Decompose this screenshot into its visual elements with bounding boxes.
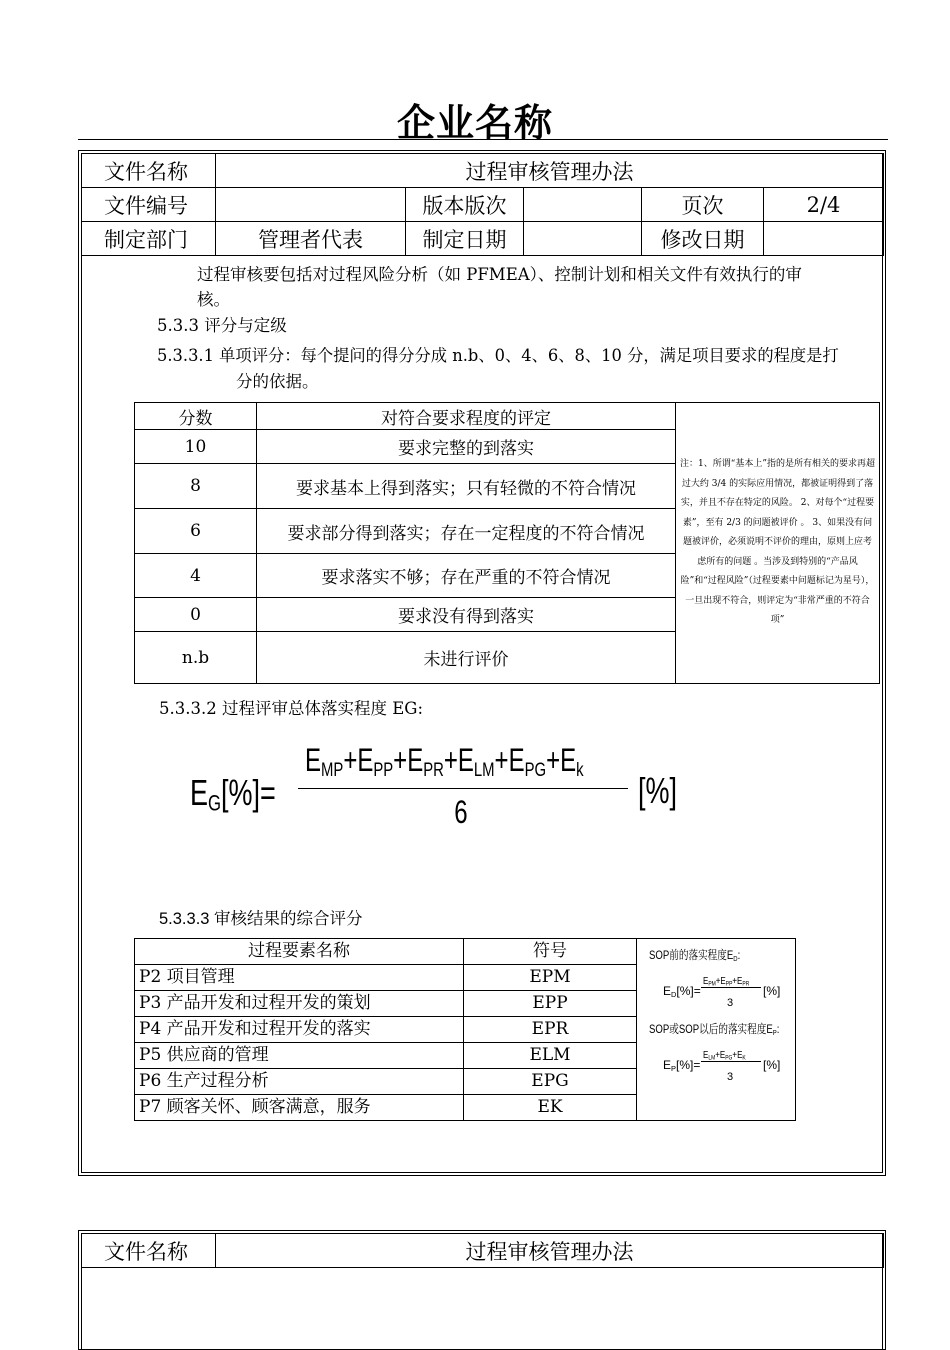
section-5-3-3-1-line-2: 分的依据。 <box>236 372 319 391</box>
page-label: 页次 <box>642 188 764 222</box>
ep-formula-rhs: [%] <box>763 1058 781 1072</box>
elem-name-cell: P6 生产过程分析 <box>135 1069 464 1095</box>
document-header-table <box>81 153 884 256</box>
next-doc-name-label: 文件名称 <box>82 1234 216 1268</box>
section-5-3-3-1-line-1: 5.3.3.1 单项评分：每个提问的得分分成 n.b、0、4、6、8、10 分，满足项目要求的程度是打 <box>157 346 839 365</box>
ep-formula-denominator: 3 <box>727 1071 734 1083</box>
intro-line-1: 过程审核要包括对过程风险分析（如 PFMEA）、控制计划和相关文件有效执行的审 <box>197 265 802 284</box>
sop-after-title: SOP或SOP以后的落实程度$E_P$: <box>649 1022 780 1037</box>
elem-name-cell: P4 产品开发和过程开发的落实 <box>135 1017 464 1043</box>
section-5-3-3-3: 5.3.3.3 审核结果的综合评分 <box>159 910 363 928</box>
date-value <box>524 222 642 256</box>
ed-formula-lhs: $E_D[\%]=$ <box>663 984 701 999</box>
doc-name-value: 过程审核管理办法 <box>216 154 884 188</box>
eval-cell: 未进行评价 <box>257 632 676 684</box>
next-doc-name-value: 过程审核管理办法 <box>216 1234 884 1268</box>
ep-formula-numerator: $E_{LM}+E_{PG}+E_K$ <box>703 1050 746 1062</box>
eval-cell: 要求完整的到落实 <box>257 430 676 464</box>
elem-sym-cell: EK <box>464 1095 637 1121</box>
score-cell: 6 <box>135 509 257 554</box>
page-value: 2/4 <box>764 188 884 222</box>
doc-no-label: 文件编号 <box>82 188 216 222</box>
score-cell: 8 <box>135 464 257 509</box>
eval-cell: 要求没有得到落实 <box>257 598 676 632</box>
ed-formula-numerator: $E_{PM}+E_{PP}+E_{PR}$ <box>703 976 750 988</box>
eval-cell: 要求基本上得到落实；只有轻微的不符合情况 <box>257 464 676 509</box>
sop-before-title: SOP前的落实程度$E_D$: <box>649 948 741 963</box>
eval-cell: 要求落实不够；存在严重的不符合情况 <box>257 554 676 598</box>
score-cell: n.b <box>135 632 257 684</box>
formula-fraction-bar <box>298 788 628 789</box>
score-header: 分数 <box>135 403 257 430</box>
ed-fraction-bar <box>701 987 761 988</box>
doc-name-label: 文件名称 <box>82 154 216 188</box>
section-5-3-3-2: 5.3.3.2 过程评审总体落实程度 EG: <box>159 699 423 718</box>
elem-name-header: 过程要素名称 <box>135 939 464 965</box>
dept-value: 管理者代表 <box>216 222 406 256</box>
formula-numerator: $E_{MP}+E_{PP}+E_{PR}+E_{LM}+E_{PG}+E_k$ <box>305 742 584 781</box>
implementation-formulas <box>637 939 796 1121</box>
eg-formula <box>190 742 690 842</box>
elem-name-cell: P7 顾客关怀、顾客满意，服务 <box>135 1095 464 1121</box>
score-cell: 10 <box>135 430 257 464</box>
formula-denominator: 6 <box>454 794 468 830</box>
elem-name-cell: P3 产品开发和过程开发的策划 <box>135 991 464 1017</box>
ed-formula-rhs: [%] <box>763 984 781 998</box>
date-label: 制定日期 <box>406 222 524 256</box>
score-cell: 4 <box>135 554 257 598</box>
doc-no-value <box>216 188 406 222</box>
title-rule <box>78 139 888 140</box>
ed-formula-denominator: 3 <box>727 997 734 1009</box>
next-page-header-table <box>81 1233 884 1268</box>
ep-formula-lhs: $E_P[\%]=$ <box>663 1058 701 1073</box>
intro-line-2: 核。 <box>197 290 230 309</box>
mod-value <box>764 222 884 256</box>
elem-sym-cell: ELM <box>464 1043 637 1069</box>
section-5-3-3: 5.3.3 评分与定级 <box>157 316 287 335</box>
eval-cell: 要求部分得到落实；存在一定程度的不符合情况 <box>257 509 676 554</box>
ep-fraction-bar <box>701 1061 761 1062</box>
formula-rhs: [%] <box>638 770 678 811</box>
score-table <box>134 402 880 684</box>
score-note: 注：1、所谓“基本上”指的是所有相关的要求再超过大约 3/4 的实际应用情况，都被证明得到了落实，并且不存在特定的风险。 2、对每个“过程要素”，至有 2/3 的问题被评价 。 3、如果没有问题被评价，必须说明不评价的理由，原则上应考虑所有的问题 。当涉及到特别的“产品风险”和“过程风险”（过程要素中问题标记为星号），一旦出现不符合，则评定为“非常严重的不符合项” <box>676 403 880 684</box>
elem-sym-cell: EPR <box>464 1017 637 1043</box>
process-element-table <box>134 938 796 1121</box>
version-label: 版本版次 <box>406 188 524 222</box>
eval-header: 对符合要求程度的评定 <box>257 403 676 430</box>
formula-lhs: $E_G[\%]=$ <box>190 772 276 816</box>
elem-sym-header: 符号 <box>464 939 637 965</box>
company-name: 企业名称 <box>396 101 553 145</box>
elem-name-cell: P5 供应商的管理 <box>135 1043 464 1069</box>
elem-sym-cell: EPP <box>464 991 637 1017</box>
mod-label: 修改日期 <box>642 222 764 256</box>
elem-name-cell: P2 项目管理 <box>135 965 464 991</box>
dept-label: 制定部门 <box>82 222 216 256</box>
score-cell: 0 <box>135 598 257 632</box>
version-value <box>524 188 642 222</box>
elem-sym-cell: EPG <box>464 1069 637 1095</box>
elem-sym-cell: EPM <box>464 965 637 991</box>
